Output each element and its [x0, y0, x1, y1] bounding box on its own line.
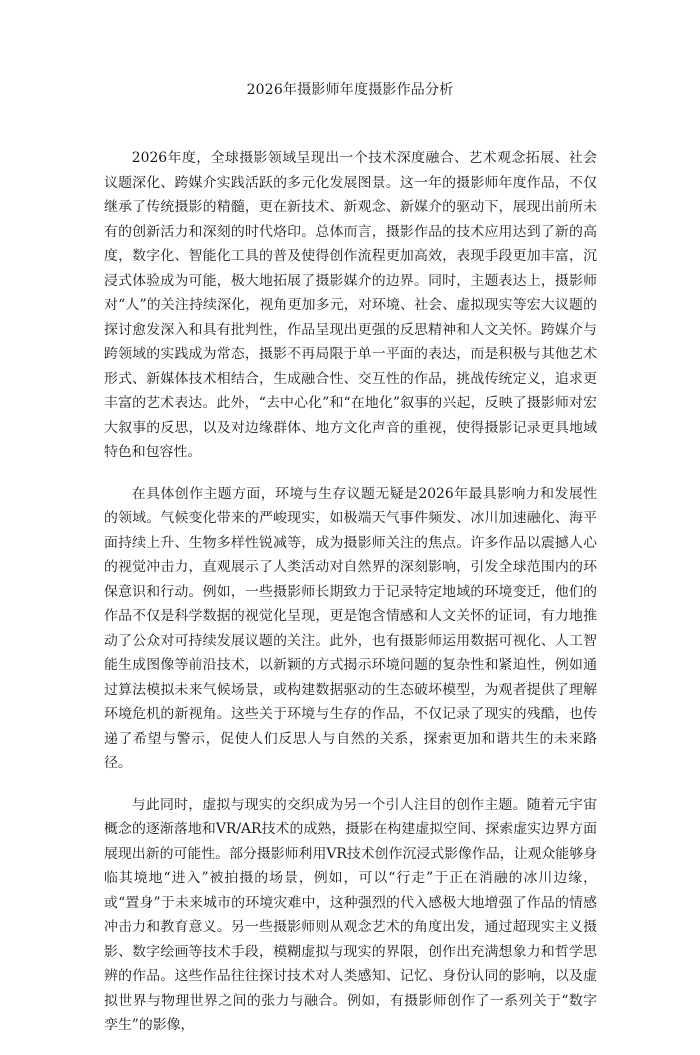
paragraph-2: 在具体创作主题方面，环境与生存议题无疑是2026年最具影响力和发展性的领域。气候变化带来的严峻现实，如极端天气事件频发、冰川加速融化、海平面持续上升、生物多样性锐减等，成为摄影师关注的焦点。许多作品以震撼人心的视觉冲击力，直观展示了人类活动对自然界的深刻影响，引发全球范围内的环保意识和行动。例如，一些摄影师长期致力于记录特定地域的环境变迁，他们的作品不仅是科学数据的视觉化呈现，更是饱含情感和人文关怀的证词，有力地推动了公众对可持续发展议题的关注。此外，也有摄影师运用数据可视化、人工智能生成图像等前沿技术，以新颖的方式揭示环境问题的复杂性和紧迫性，例如通过算法模拟未来气候场景，或构建数据驱动的生态破坏模型，为观者提供了理解环境危机的新视角。这些关于环境与生存的作品，不仅记录了现实的残酷，也传递了希望与警示，促使人们反思人与自然的关系，探索更加和谐共生的未来路径。: [104, 485, 597, 771]
document-title: 2026年摄影师年度摄影作品分析: [246, 82, 454, 98]
document-body: [104, 146, 597, 1055]
paragraph-3: 与此同时，虚拟与现实的交织成为另一个引人注目的创作主题。随着元宇宙概念的逐渐落地和VR/AR技术的成熟，摄影在构建虚拟空间、探索虚实边界方面展现出新的可能性。部分摄影师利用VR技术创作沉浸式影像作品，让观众能够身临其境地“进入”被拍摄的场景，例如，可以“行走”于正在消融的冰川边缘，或“置身”于未来城市的环境灾难中，这种强烈的代入感极大地增强了作品的情感冲击力和教育意义。另一些摄影师则从观念艺术的角度出发，通过超现实主义摄影、数字绘画等技术手段，模糊虚拟与现实的界限，创作出充满想象力和哲学思辨的作品。这些作品往往探讨技术对人类感知、记忆、身份认同的影响，以及虚拟世界与物理世界之间的张力与融合。例如，有摄影师创作了一系列关于“数字孪生”的影像，: [104, 796, 597, 1033]
paragraph-1: 2026年度，全球摄影领域呈现出一个技术深度融合、艺术观念拓展、社会议题深化、跨媒介实践活跃的多元化发展图景。这一年的摄影师年度作品，不仅继承了传统摄影的精髓，更在新技术、新观念、新媒介的驱动下，展现出前所未有的创新活力和深刻的时代烙印。总体而言，摄影作品的技术应用达到了新的高度，数字化、智能化工具的普及使得创作流程更加高效，表现手段更加丰富，沉浸式体验成为可能，极大地拓展了摄影媒介的边界。同时，主题表达上，摄影师对“人”的关注持续深化，视角更加多元，对环境、社会、虚拟现实等宏大议题的探讨愈发深入和具有批判性，作品呈现出更强的反思精神和人文关怀。跨媒介与跨领域的实践成为常态，摄影不再局限于单一平面的表达，而是积极与其他艺术形式、新媒体技术相结合，生成融合性、交互性的作品，挑战传统定义，追求更丰富的艺术表达。此外，“去中心化”和“在地化”叙事的兴起，反映了摄影师对宏大叙事的反思，以及对边缘群体、地方文化声音的重视，使得摄影记录更具地域特色和包容性。: [104, 150, 597, 460]
